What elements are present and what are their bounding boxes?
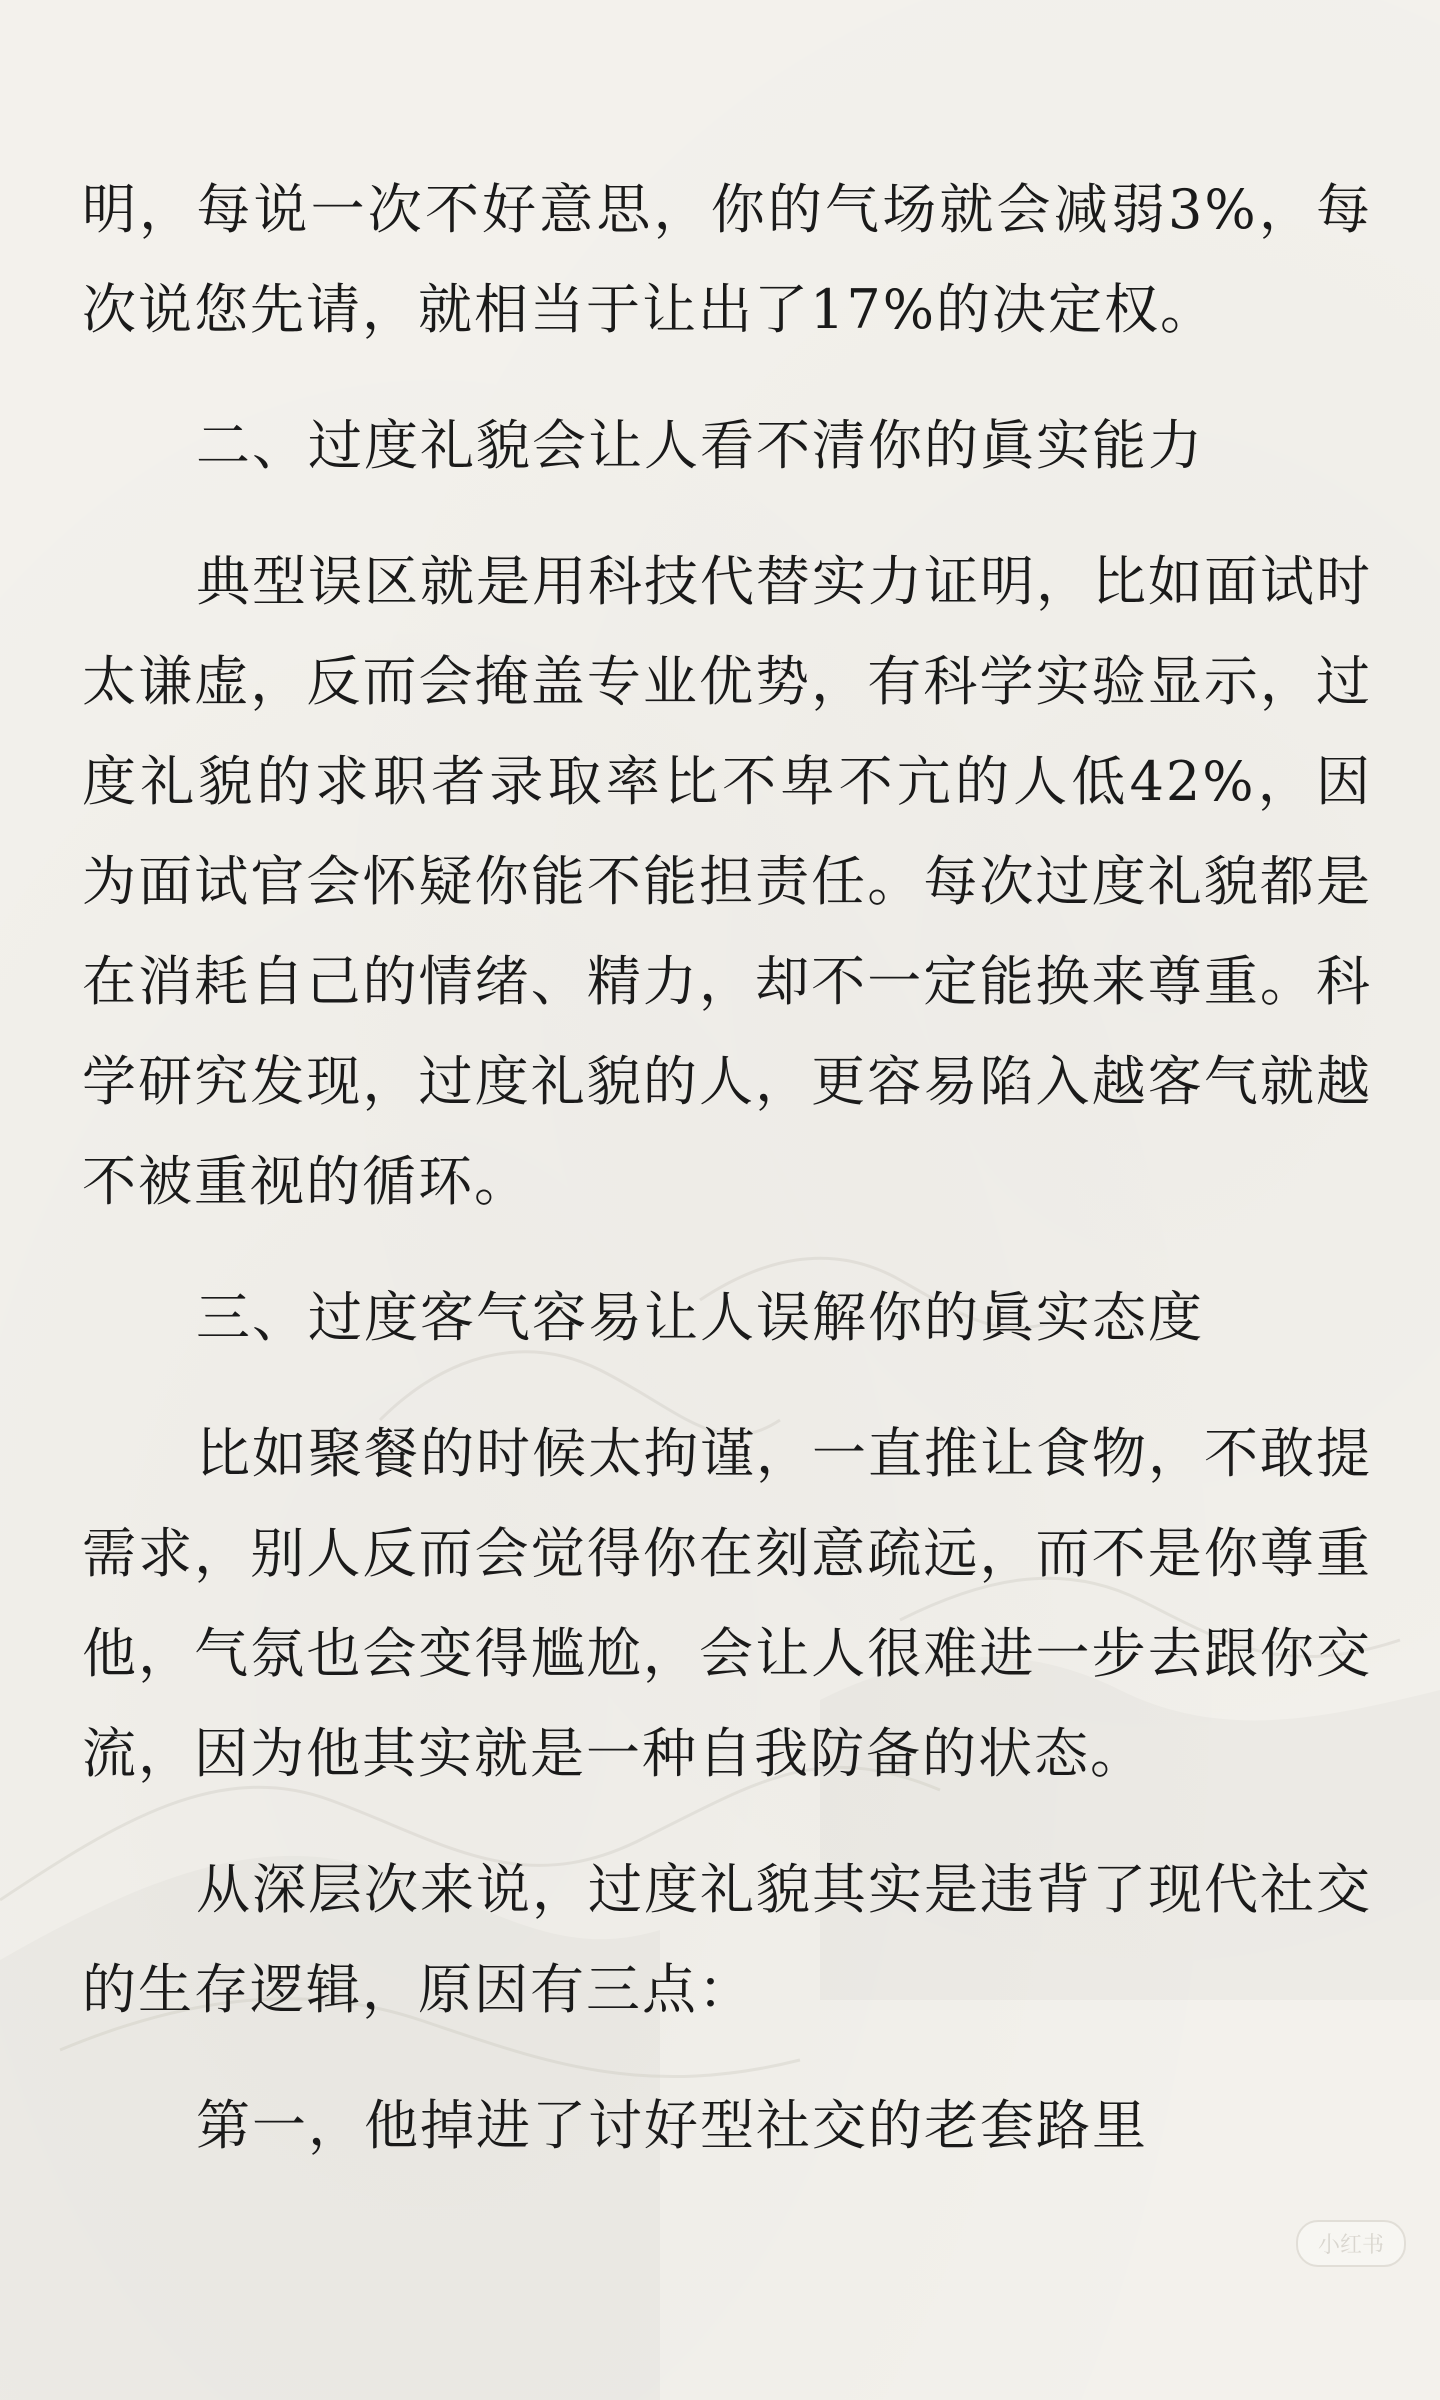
paragraph-deeper-reason: 从深层次来说，过度礼貌其实是违背了现代社交的生存逻辑，原因有三点： (82, 1858, 1372, 2021)
section-heading-3: 三、过度客气容易让人误解你的眞实态度 (196, 1286, 1204, 1349)
paragraph-continuation: 明，每说一次不好意思，你的气场就会减弱3%，每次说您先请，就相当于让出了17%的决定权。 (82, 178, 1372, 341)
watermark-logo: 小红书 (1296, 2220, 1406, 2267)
paragraph-section-3: 比如聚餐的时候太拘谨，一直推让食物，不敢提需求，别人反而会觉得你在刻意疏远，而不是你尊重他，气氛也会变得尴尬，会让人很难进一步去跟你交流，因为他其实就是一种自我防备的状态。 (82, 1422, 1372, 1785)
article-body (82, 160, 1372, 2176)
paragraph-section-2: 典型误区就是用科技代替实力证明，比如面试时太谦虚，反而会掩盖专业优势，有科学实验显示，过度礼貌的求职者录取率比不卑不亢的人低42%，因为面试官会怀疑你能不能担责任。每次过度礼貌都是在消耗自己的情绪、精力，却不一定能换来尊重。科学研究发现，过度礼貌的人，更容易陷入越客气就越不被重视的循环。 (82, 550, 1372, 1213)
paragraph-point-one: 第一，他掉进了讨好型社交的老套路里 (196, 2094, 1148, 2157)
section-heading-2: 二、过度礼貌会让人看不清你的眞实能力 (196, 414, 1204, 477)
